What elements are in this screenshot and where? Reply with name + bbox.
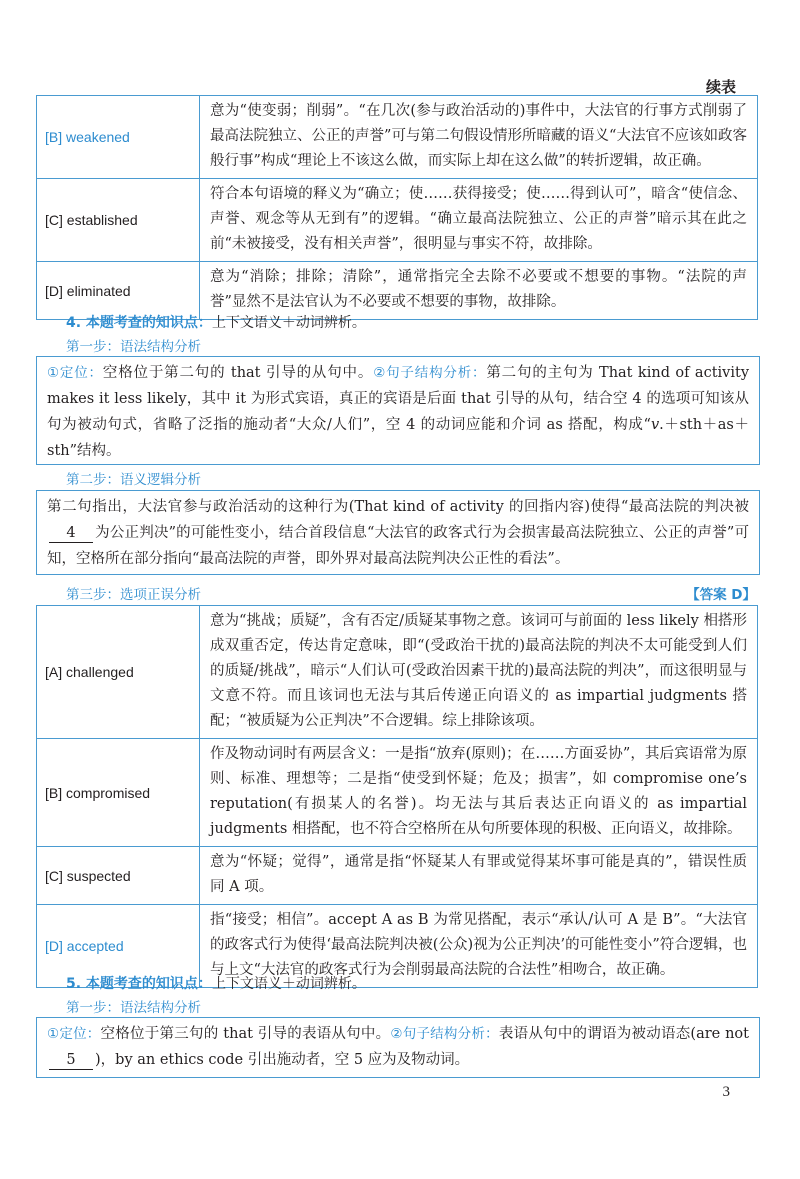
logic-text-end: 为公正判决”的可能性变小，结合首段信息“大法官的政客式行为会损害最高法院独立、公正的声誉”可知，空格所在部分指向“最高法院的声誉，即外界对最高法院判决公正性的看法”。 — [47, 525, 749, 567]
blank-4: 4 — [49, 524, 93, 543]
blank-5: 5 — [49, 1051, 93, 1070]
q4-step3-title: 第三步：选项正误分析 — [66, 587, 201, 603]
q5-step1-box — [36, 1017, 760, 1078]
question-4-heading — [66, 312, 366, 332]
q4-step2-box — [36, 490, 760, 575]
option-explanation: 意为“挑战；质疑”，含有否定/质疑某事物之意。该词可与前面的 less likely 相搭形成双重否定，传达肯定意味，即“(受政治干扰的)最高法院的判决不太可能受到人们的质疑/挑战”，暗示“人们认可(受政治因素干扰的)最高法院的判决”，而这很明显与文意不符。而且该词也无法与其后传递正向语义的 as impartial judgments 搭配；“被质疑为公正判决”不合逻辑。综上排除该项。 — [200, 606, 758, 739]
structure-tag: ②句子结构分析： — [373, 365, 487, 381]
answer-badge: 【答案 D】 — [686, 587, 756, 603]
option-label: [A] challenged — [37, 606, 200, 739]
structure-text-end: .＋sth＋as＋sth”结构。 — [47, 417, 749, 459]
option-label: [D] eliminated — [37, 262, 200, 320]
option-explanation: 意为“使变弱；削弱”。“在几次(参与政治活动的)事件中，大法官的行事方式削弱了最高法院独立、公正的声誉”可与第二句假设情形所暗藏的语义“大法官不应该如政客般行事”构成“理论上不该这么做，而实际上却在这么做”的转折逻辑，故正确。 — [200, 96, 758, 179]
option-explanation: 作及物动词时有两层含义：一是指“放弃(原则)；在……方面妥协”，其后宾语常为原则、标准、理想等；二是指“使受到怀疑；危及；损害”，如 compromise one’s reputation(有损某人的名誉)。均无法与其后表达正向语义的 as impartial judgments 相搭配，也不符合空格所在从句所要体现的积极、正向语义，故排除。 — [200, 739, 758, 847]
structure-text: 第二句的主句为 That kind of activity makes it less likely，其中 it 为形式宾语，真正的宾语是后面 that 引导的从句，结合空 4 的选项可知该从句为被动句式，省略了泛指的施动者“大众/人们”，空 4 的动词应能和介词 as 搭配，构成“ — [47, 365, 750, 433]
q5-step1-title: 第一步：语法结构分析 — [66, 1000, 201, 1016]
heading-label: 4. 本题考查的知识点： — [66, 315, 212, 331]
option-label: [C] suspected — [37, 847, 200, 905]
table-row — [37, 179, 758, 262]
continued-label: 续表 — [705, 78, 736, 96]
option-label: [C] established — [37, 179, 200, 262]
structure-text: 表语从句中的谓语为被动语态(are not — [498, 1026, 749, 1042]
formula-v: v — [650, 417, 660, 433]
heading-label: 5. 本题考查的知识点： — [66, 976, 212, 992]
locate-text: 空格位于第二句的 that 引导的从句中。 — [102, 365, 374, 381]
heading-topic: 上下文语义＋动词辨析。 — [211, 976, 366, 992]
table-row — [37, 847, 758, 905]
page-number: 3 — [722, 1084, 730, 1100]
option-explanation: 符合本句语境的释义为“确立；使……获得接受；使……得到认可”，暗含“使信念、声誉、观念等从无到有”的逻辑。“确立最高法院独立、公正的声誉”暗示其在此之前“未被接受，没有相关声誉”，很明显与事实不符，故排除。 — [200, 179, 758, 262]
option-label: [B] compromised — [37, 739, 200, 847]
locate-text: 空格位于第三句的 that 引导的表语从句中。 — [100, 1026, 391, 1042]
table-row — [37, 262, 758, 320]
locate-tag: ①定位： — [47, 365, 103, 381]
heading-topic: 上下文语义＋动词辨析。 — [211, 315, 366, 331]
option-explanation: 指“接受；相信”。accept A as B 为常见搭配，表示“承认/认可 A 是 B”。“大法官的政客式行为使得‘最高法院判决被(公众)视为公正判决’的可能性变小”符合逻辑，也与上文“大法官的政客式行为会削弱最高法院的合法性”相吻合，故正确。 — [200, 905, 758, 988]
locate-tag: ①定位： — [47, 1026, 101, 1042]
option-label: [D] accepted — [37, 905, 200, 988]
structure-tag: ②句子结构分析： — [390, 1026, 499, 1042]
question-5-heading — [66, 973, 366, 993]
structure-text-end: )，by an ethics code 引出施动者，空 5 应为及物动词。 — [95, 1052, 470, 1068]
table-row — [37, 606, 758, 739]
option-explanation: 意为“消除；排除；清除”，通常指完全去除不必要或不想要的事物。“法院的声誉”显然不是法官认为不必要或不想要的事物，故排除。 — [200, 262, 758, 320]
table-row — [37, 96, 758, 179]
q4-step1-box — [36, 356, 760, 465]
logic-text: 第二句指出，大法官参与政治活动的这种行为(That kind of activity 的回指内容)使得“最高法院的判决被 — [47, 499, 749, 515]
q4-step2-title: 第二步：语义逻辑分析 — [66, 472, 201, 488]
option-explanation: 意为“怀疑；觉得”，通常是指“怀疑某人有罪或觉得某坏事可能是真的”，错误性质同 A 项。 — [200, 847, 758, 905]
q4-step1-title: 第一步：语法结构分析 — [66, 339, 201, 355]
options-table-q4 — [36, 605, 758, 988]
options-table-q3 — [36, 95, 758, 320]
table-row — [37, 739, 758, 847]
option-label: [B] weakened — [37, 96, 200, 179]
